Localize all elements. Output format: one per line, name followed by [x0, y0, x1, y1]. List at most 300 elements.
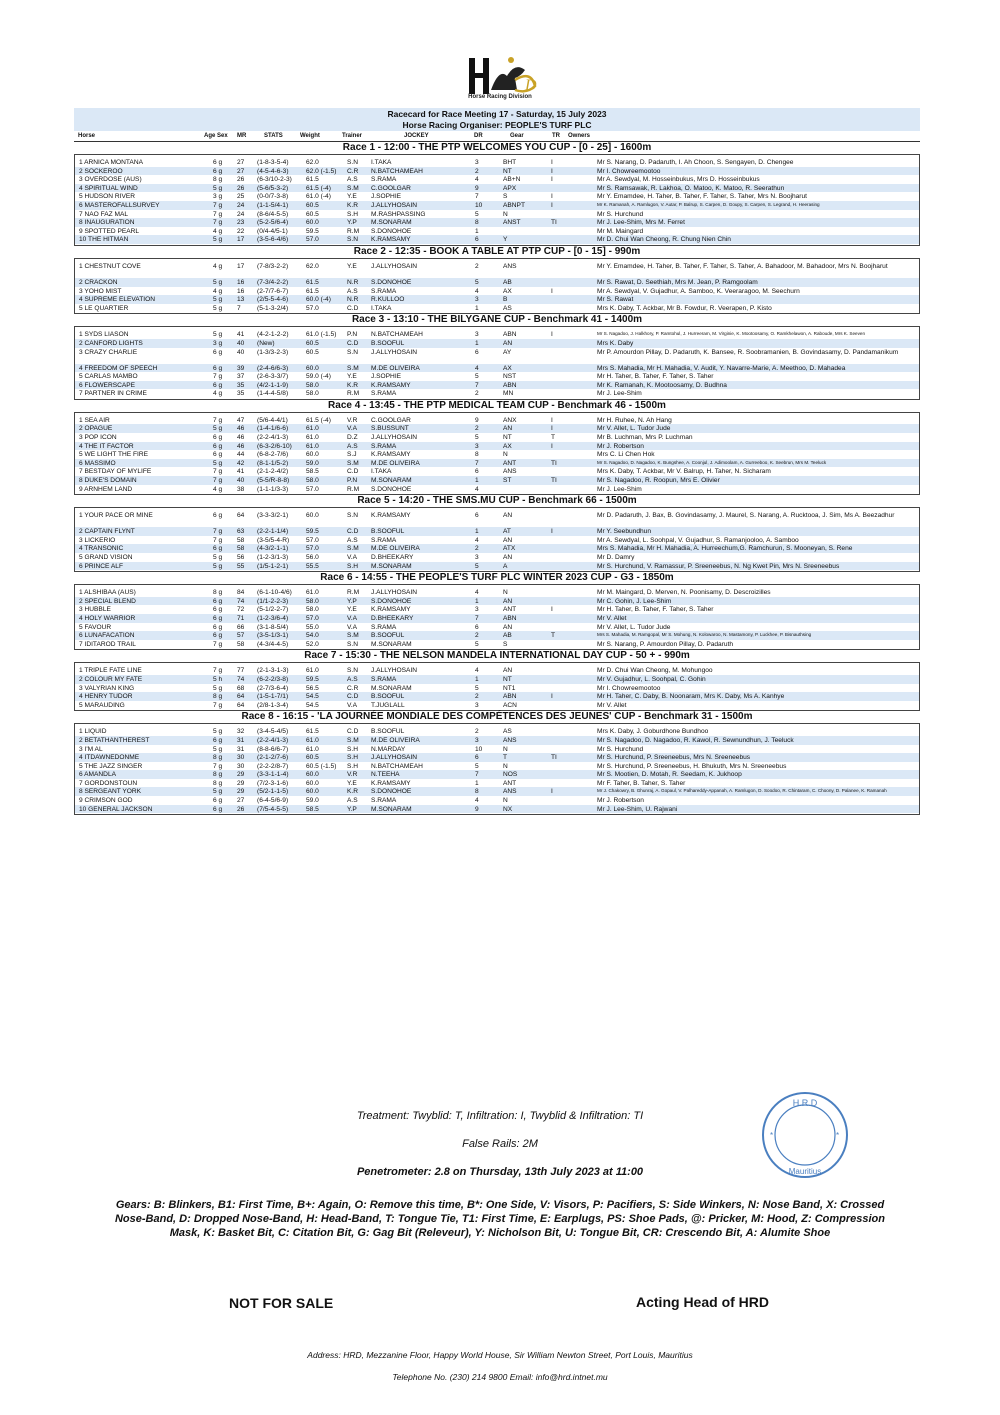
draw: 3	[475, 159, 479, 166]
trainer: V.A	[347, 425, 358, 433]
merit-rating: 41	[237, 331, 245, 339]
merit-rating: 46	[237, 425, 245, 433]
merit-rating: 13	[237, 296, 245, 304]
form-stats: (1/1-2-2-3)	[257, 597, 289, 605]
form-stats: (6-3/10-2-3)	[257, 176, 292, 184]
merit-rating: 42	[237, 459, 245, 467]
trainer: S.H	[347, 762, 358, 770]
official-stamp-icon	[760, 1090, 850, 1180]
runner-row	[75, 692, 919, 701]
form-stats: (2-7/3-6-4)	[257, 684, 289, 692]
runner-row	[75, 675, 919, 684]
runner-row	[75, 218, 919, 227]
trainer: K.R	[347, 788, 358, 796]
horse-name: 9 ARNHEM LAND	[79, 485, 133, 493]
form-stats: (4-2-1-2-2)	[257, 331, 289, 339]
trainer: S.H	[347, 210, 358, 218]
age-sex: 6 g	[213, 632, 223, 640]
owners: Mr D. Padaruth, J. Bax, B. Govindasamy, J. Maurel, S. Narang, A. Rucktooa, J. Sim, Ms A. Beezadhur	[597, 512, 895, 520]
jockey: S.DONOHOE	[371, 597, 412, 605]
jockey: S.DONOHOE	[371, 278, 412, 286]
runner-row	[75, 433, 919, 442]
jockey: B.SOOFUL	[371, 728, 405, 736]
owners: Mr K. Ramanah, K. Mootoosamy, D. Budhna	[597, 381, 727, 389]
jockey: S.RAMA	[371, 176, 397, 184]
horse-name: 1 LIQUID	[79, 728, 107, 736]
horse-rider-logo-icon	[455, 50, 545, 96]
horse-name: 1 CHESTNUT COVE	[79, 262, 141, 270]
draw: 1	[475, 779, 479, 787]
jockey: S.RAMA	[371, 536, 397, 544]
form-stats: (2-1-2-4/2)	[257, 468, 289, 476]
trainer: D.Z	[347, 434, 358, 442]
weight: 57.0	[306, 536, 319, 544]
horse-name: 9 SPOTTED PEARL	[79, 227, 140, 235]
owners: Mr S. Nagadoo, D. Nagadoo, K. Bungshee, A. Coonjul, J. Adimoolam, A. Gurreeboo, K. Seebrun, Mrs M. Teeluck	[597, 459, 827, 465]
meeting-title: Racecard for Race Meeting 17 - Saturday, 15 July 2023	[387, 109, 607, 119]
merit-rating: 57	[237, 632, 245, 640]
draw: 4	[475, 485, 479, 493]
gear: A	[503, 562, 508, 570]
weight: 58.5	[306, 805, 319, 813]
form-stats: (1-2-3/1-3)	[257, 554, 289, 561]
svg-text:*: *	[836, 1131, 840, 1140]
merit-rating: 17	[237, 262, 245, 270]
gear: N	[503, 745, 508, 753]
merit-rating: 37	[237, 373, 245, 381]
races-container	[74, 142, 920, 815]
trainer: Y.P	[347, 597, 357, 605]
form-stats: (1-1-5/4-1)	[257, 201, 289, 209]
gear: NT1	[503, 684, 516, 692]
merit-rating: 44	[237, 451, 245, 459]
weight: 54.5	[306, 693, 319, 701]
runner-row	[75, 389, 919, 398]
weight: 55.5	[306, 562, 319, 570]
merit-rating: 29	[237, 779, 245, 787]
owners: Mr H. Ruhee, N. Ah Hang	[597, 416, 672, 424]
owners: Mr V. Gujadhur, L. Soohpal, C. Gohin	[597, 675, 706, 683]
age-sex: 5 g	[213, 184, 223, 192]
weight: 60.5	[306, 201, 319, 209]
weight: 55.0	[306, 623, 319, 631]
merit-rating: 26	[237, 184, 245, 192]
col-age-sex: Age Sex	[204, 133, 228, 139]
race-title: Race 1 - 12:00 - THE PTP WELCOMES YOU CUP - [0 - 25] - 1600m	[342, 142, 652, 153]
jockey: M.SONARAM	[371, 562, 412, 570]
merit-rating: 40	[237, 348, 245, 356]
horse-name: 9 CRIMSON GOD	[79, 797, 133, 805]
age-sex: 6 g	[213, 597, 223, 605]
trainer: S.N	[347, 236, 358, 244]
weight: 58.5	[306, 468, 319, 476]
gear: AN	[503, 425, 513, 433]
age-sex: 8 g	[213, 754, 223, 762]
owners: Mr S. Ramsawak, R. Lakhoa, O. Matoo, K. Matoo, R. Seerathun	[597, 184, 785, 192]
owners: Mrs K. Daby, T. Ackbar, Mr V. Balrup, H. Taher, N. Sicharam	[597, 468, 771, 476]
owners: Mr S. Hurchund	[597, 745, 644, 753]
form-stats: (2-2-2/8-7)	[257, 762, 289, 770]
gear: N	[503, 210, 508, 218]
gear: AN	[503, 667, 513, 675]
runner-row	[75, 167, 919, 176]
draw: 8	[475, 788, 479, 796]
runner-row	[75, 485, 919, 494]
draw: 5	[475, 373, 479, 381]
horse-name: 8 INAUGURATION	[79, 219, 135, 227]
runner-row	[75, 727, 919, 736]
organiser-line: Horse Racing Organiser: PEOPLE'S TURF PLC	[402, 119, 592, 130]
merit-rating: 16	[237, 278, 245, 286]
age-sex: 7 g	[213, 416, 223, 424]
horse-name: 6 MASTEROFALLSURVEY	[79, 201, 160, 209]
merit-rating: 58	[237, 536, 245, 544]
race-title: Race 3 - 13:10 - THE BILYGANE CUP - Benchmark 41 - 1400m	[351, 314, 643, 326]
weight: 57.0	[306, 304, 319, 312]
gear: ABN	[503, 614, 517, 622]
owners: Mr Y. Emamdee, H. Taher, B. Taher, F. Taher, S. Taher, Mrs N. Boojharut	[597, 193, 808, 201]
weight: 60.5	[306, 210, 319, 218]
runner-row	[75, 184, 919, 193]
merit-rating: 31	[237, 745, 245, 753]
gear: S	[503, 640, 508, 648]
form-stats: (2-7/7-6-7)	[257, 287, 289, 295]
jockey: I.TAKA	[371, 159, 392, 166]
merit-rating: 77	[237, 667, 245, 675]
owners: Mr A. Sewdyal, L. Soohpal, V. Gujadhur, S. Ramanjooloo, A. Samboo	[597, 536, 799, 544]
horse-name: 10 GENERAL JACKSON	[79, 805, 153, 813]
treatment: TI	[551, 754, 557, 762]
race-table	[74, 326, 920, 400]
jockey: J.ALLYHOSAIN	[371, 667, 418, 675]
horse-name: 3 VALYRIAN KING	[79, 684, 135, 692]
jockey: M.SONARAM	[371, 684, 412, 692]
owners: Mr C. Gohin, J. Lee-Shim	[597, 597, 672, 605]
merit-rating: 27	[237, 167, 245, 175]
form-stats: (3-5-6-4/6)	[257, 236, 289, 244]
draw: 5	[475, 562, 479, 570]
gear: AS	[503, 304, 512, 312]
horse-name: 4 THE IT FACTOR	[79, 442, 134, 450]
draw: 4	[475, 176, 479, 184]
horse-name: 2 BETATHANTHEREST	[79, 736, 150, 744]
age-sex: 7 g	[213, 667, 223, 675]
gear: NOS	[503, 771, 518, 779]
form-stats: (4-3/4-4-5)	[257, 640, 289, 648]
gear: AT	[503, 528, 511, 536]
owners: Mr D. Chui Wan Cheong, R. Chung Nien Chin	[597, 236, 731, 244]
age-sex: 5 g	[213, 296, 223, 304]
merit-rating: 27	[237, 159, 245, 166]
treatment: I	[551, 442, 553, 450]
owners: Mr J. Lee-Shim, Mrs M. Ferret	[597, 219, 685, 227]
horse-name: 3 HUBBLE	[79, 606, 111, 614]
horse-name: 2 SPECIAL BLEND	[79, 597, 136, 605]
jockey: S.DONOHOE	[371, 227, 412, 235]
weight: 62.0	[306, 159, 319, 166]
merit-rating: 39	[237, 364, 245, 372]
trainer: V.A	[347, 623, 358, 631]
age-sex: 6 g	[213, 442, 223, 450]
draw: 2	[475, 262, 479, 270]
form-stats: (5/6-4-4/1)	[257, 416, 288, 424]
age-sex: 5 g	[213, 304, 223, 312]
age-sex: 4 g	[213, 485, 223, 493]
merit-rating: 35	[237, 381, 245, 389]
runner-row	[75, 544, 919, 553]
horse-name: 5 GRAND VISION	[79, 554, 133, 561]
merit-rating: 63	[237, 528, 245, 536]
trainer: C.D	[347, 693, 359, 701]
age-sex: 4 g	[213, 287, 223, 295]
form-stats: (3-4-5-4/5)	[257, 728, 289, 736]
runner-row	[75, 227, 919, 236]
age-sex: 4 g	[213, 390, 223, 398]
merit-rating: 84	[237, 589, 245, 597]
draw: 7	[475, 381, 479, 389]
draw: 2	[475, 632, 479, 640]
weight: 62.0	[306, 262, 319, 270]
jockey: N.BATCHAMEAH	[371, 167, 423, 175]
jockey: R.KULLOO	[371, 296, 405, 304]
owners: Mr V. Allet	[597, 614, 627, 622]
jockey: S.DONOHOE	[371, 485, 412, 493]
draw: 1	[475, 339, 479, 347]
form-stats: (7-8/3-2-2)	[257, 262, 289, 270]
jockey: M.SONARAM	[371, 219, 412, 227]
trainer: S.N	[347, 667, 358, 675]
form-stats: (5-5/R-8-8)	[257, 477, 290, 485]
weight: 54.5	[306, 701, 319, 709]
owners: Mr V. Allet, L. Tudor Jude	[597, 623, 671, 631]
draw: 6	[475, 754, 479, 762]
treatment: I	[551, 416, 553, 424]
horse-name: 1 ALSHIBAA (AUS)	[79, 589, 136, 597]
trainer: A.S	[347, 536, 358, 544]
trainer: S.J	[347, 451, 357, 459]
col-dr: DR	[474, 133, 483, 139]
draw: 5	[475, 684, 479, 692]
weight: 60.0	[306, 451, 319, 459]
age-sex: 5 g	[213, 562, 223, 570]
form-stats: (0-0/7-3-8)	[257, 193, 289, 201]
gear: AB	[503, 278, 512, 286]
age-sex: 6 g	[213, 805, 223, 813]
horse-name: 4 HENRY TUDOR	[79, 693, 133, 701]
horse-name: 3 CRAZY CHARLIE	[79, 348, 138, 356]
runner-row	[75, 442, 919, 451]
weight: 59.5	[306, 528, 319, 536]
age-sex: 7 g	[213, 640, 223, 648]
weight: 59.5	[306, 227, 319, 235]
gear: BHT	[503, 159, 517, 166]
gear: AN	[503, 554, 513, 561]
gear: ACN	[503, 701, 517, 709]
runner-row	[75, 210, 919, 219]
owners: Mr H. Taher, B. Taher, F. Taher, S. Taher	[597, 373, 714, 381]
trainer: P.N	[347, 331, 358, 339]
horse-name: 4 HOLY WARRIOR	[79, 614, 136, 622]
age-sex: 4 g	[213, 262, 223, 270]
merit-rating: 55	[237, 562, 245, 570]
gear: AB	[503, 632, 512, 640]
horse-name: 3 I'M AL	[79, 745, 103, 753]
horse-name: 3 OVERDOSE (AUS)	[79, 176, 142, 184]
col-trainer: Trainer	[342, 133, 363, 139]
trainer: S.H	[347, 745, 358, 753]
draw: 6	[475, 468, 479, 476]
owners: Mrs S. Mahadia, Mr H. Mahadia, A. Hurreechum,G. Ramchurun, S. Mooneyan, S. Rene	[597, 545, 853, 553]
runner-row	[75, 278, 919, 287]
jockey: B.SOOFUL	[371, 339, 405, 347]
runner-row	[75, 640, 919, 649]
gear: S	[503, 193, 508, 201]
trainer: S.M	[347, 632, 359, 640]
weight: 58.0	[306, 477, 319, 485]
runner-row	[75, 736, 919, 745]
jockey: I.TAKA	[371, 468, 392, 476]
racecard-sheet	[74, 108, 920, 815]
horse-name: 1 TRIPLE FATE LINE	[79, 667, 142, 675]
owners: Mr S. Mootien, D. Motah, R. Seedam, K. Jukhoop	[597, 771, 742, 779]
draw: 6	[475, 348, 479, 356]
age-sex: 8 g	[213, 589, 223, 597]
treatment: I	[551, 167, 553, 175]
age-sex: 6 g	[213, 167, 223, 175]
age-sex: 3 g	[213, 339, 223, 347]
jockey: J.ALLYHOSAIN	[371, 262, 418, 270]
jockey: B.SOOFUL	[371, 632, 405, 640]
weight: 61.0	[306, 745, 319, 753]
owners: Mr A. Sewdyal, M. Hosseinbukus, Mrs D. Hosseinbukus	[597, 176, 760, 184]
horse-name: 5 FAVOUR	[79, 623, 112, 631]
horse-name: 3 LICKERIO	[79, 536, 116, 544]
col-jockey: JOCKEY	[404, 133, 429, 139]
horse-name: 2 CRACKON	[79, 278, 118, 286]
form-stats: (2-2-4/1-3)	[257, 736, 289, 744]
race-title: Race 5 - 14:20 - THE SMS.MU CUP - Benchmark 66 - 1500m	[357, 495, 637, 507]
runner-row	[75, 770, 919, 779]
column-header-row	[74, 131, 920, 142]
form-stats: (6-1-10-4/6)	[257, 589, 292, 597]
runner-row	[75, 304, 919, 313]
weight: 61.0 (-1.5)	[306, 331, 337, 339]
race-title: Race 8 - 16:15 - 'LA JOURNÉE MONDIALE DES COMPÉTENCES DES JEUNES' CUP - Benchmark 31 - 1500m	[241, 711, 753, 723]
form-stats: (2-6-3-3/7)	[257, 373, 289, 381]
weight: 60.5	[306, 348, 319, 356]
weight: 61.5 (-4)	[306, 184, 331, 192]
form-stats: (5-1/2-2-7)	[257, 606, 289, 614]
trainer: S.M	[347, 364, 359, 372]
draw: 4	[475, 364, 479, 372]
trainer: N.R	[347, 296, 359, 304]
draw: 3	[475, 701, 479, 709]
horse-name: 5 CARLAS MAMBO	[79, 373, 138, 381]
weight: 61.0	[306, 667, 319, 675]
age-sex: 4 g	[213, 227, 223, 235]
jockey: B.SOOFUL	[371, 528, 405, 536]
draw: 7	[475, 771, 479, 779]
merit-rating: 25	[237, 193, 245, 201]
treatment: I	[551, 193, 553, 201]
horse-name: 5 THE JAZZ SINGER	[79, 762, 143, 770]
gear: AN	[503, 597, 513, 605]
merit-rating: 71	[237, 614, 245, 622]
runner-row	[75, 511, 919, 527]
jockey: J.ALLYHOSAIN	[371, 201, 418, 209]
gear: AN	[503, 339, 513, 347]
draw: 1	[475, 597, 479, 605]
draw: 5	[475, 640, 479, 648]
form-stats: (2/8-1-3-4)	[257, 701, 289, 709]
merit-rating: 7	[237, 304, 241, 312]
trainer: C.D	[347, 728, 359, 736]
trainer: V.A	[347, 554, 358, 561]
jockey: K.RAMSAMY	[371, 381, 411, 389]
horse-name: 6 FLOWERSCAPE	[79, 381, 136, 389]
runner-row	[75, 562, 919, 571]
weight: 61.0 (-4)	[306, 193, 331, 201]
form-stats: (1-3/3-2-3)	[257, 348, 289, 356]
svg-text:*: *	[770, 1131, 774, 1140]
form-stats: (2-1-2/7-6)	[257, 754, 289, 762]
age-sex: 6 g	[213, 545, 223, 553]
runner-row	[75, 762, 919, 771]
trainer: C.D	[347, 339, 359, 347]
horse-name: 4 SPIRITUAL WIND	[79, 184, 138, 192]
age-sex: 6 g	[213, 606, 223, 614]
draw: 1	[475, 304, 479, 312]
runner-row	[75, 536, 919, 545]
age-sex: 7 g	[213, 373, 223, 381]
horse-name: 3 POP ICON	[79, 434, 117, 442]
trainer: S.N	[347, 348, 358, 356]
form-stats: (2-2-4/1-3)	[257, 434, 289, 442]
owners: Mr D. Chui Wan Cheong, M. Mohungoo	[597, 667, 713, 675]
form-stats: (5-1-3-2/4)	[257, 304, 289, 312]
race-table	[74, 662, 920, 711]
treatment: I	[551, 176, 553, 184]
merit-rating: 56	[237, 554, 245, 561]
weight: 59.0 (-4)	[306, 373, 331, 381]
gear: MN	[503, 390, 514, 398]
merit-rating: 38	[237, 485, 245, 493]
weight: 58.0	[306, 606, 319, 614]
draw: 1	[475, 675, 479, 683]
gear: ANT	[503, 779, 517, 787]
treatment: I	[551, 788, 553, 796]
age-sex: 5 g	[213, 459, 223, 467]
form-stats: (6-3-2/6-10)	[257, 442, 292, 450]
treatment: I	[551, 287, 553, 295]
horse-name: 10 THE HITMAN	[79, 236, 129, 244]
weight: 61.5	[306, 176, 319, 184]
merit-rating: 24	[237, 210, 245, 218]
owners: Mr F. Taher, B. Taher, S. Taher	[597, 779, 686, 787]
gear: AX	[503, 442, 512, 450]
draw: 1	[475, 528, 479, 536]
jockey: J.ALLYHOSAIN	[371, 754, 418, 762]
trainer: C.D	[347, 528, 359, 536]
weight: 61.5	[306, 287, 319, 295]
form-stats: (5/2-1-1-5)	[257, 788, 289, 796]
runner-row	[75, 364, 919, 373]
not-for-sale: NOT FOR SALE	[229, 1295, 334, 1311]
age-sex: 8 g	[213, 693, 223, 701]
merit-rating: 22	[237, 227, 245, 235]
trainer: V.R	[347, 416, 358, 424]
draw: 4	[475, 287, 479, 295]
